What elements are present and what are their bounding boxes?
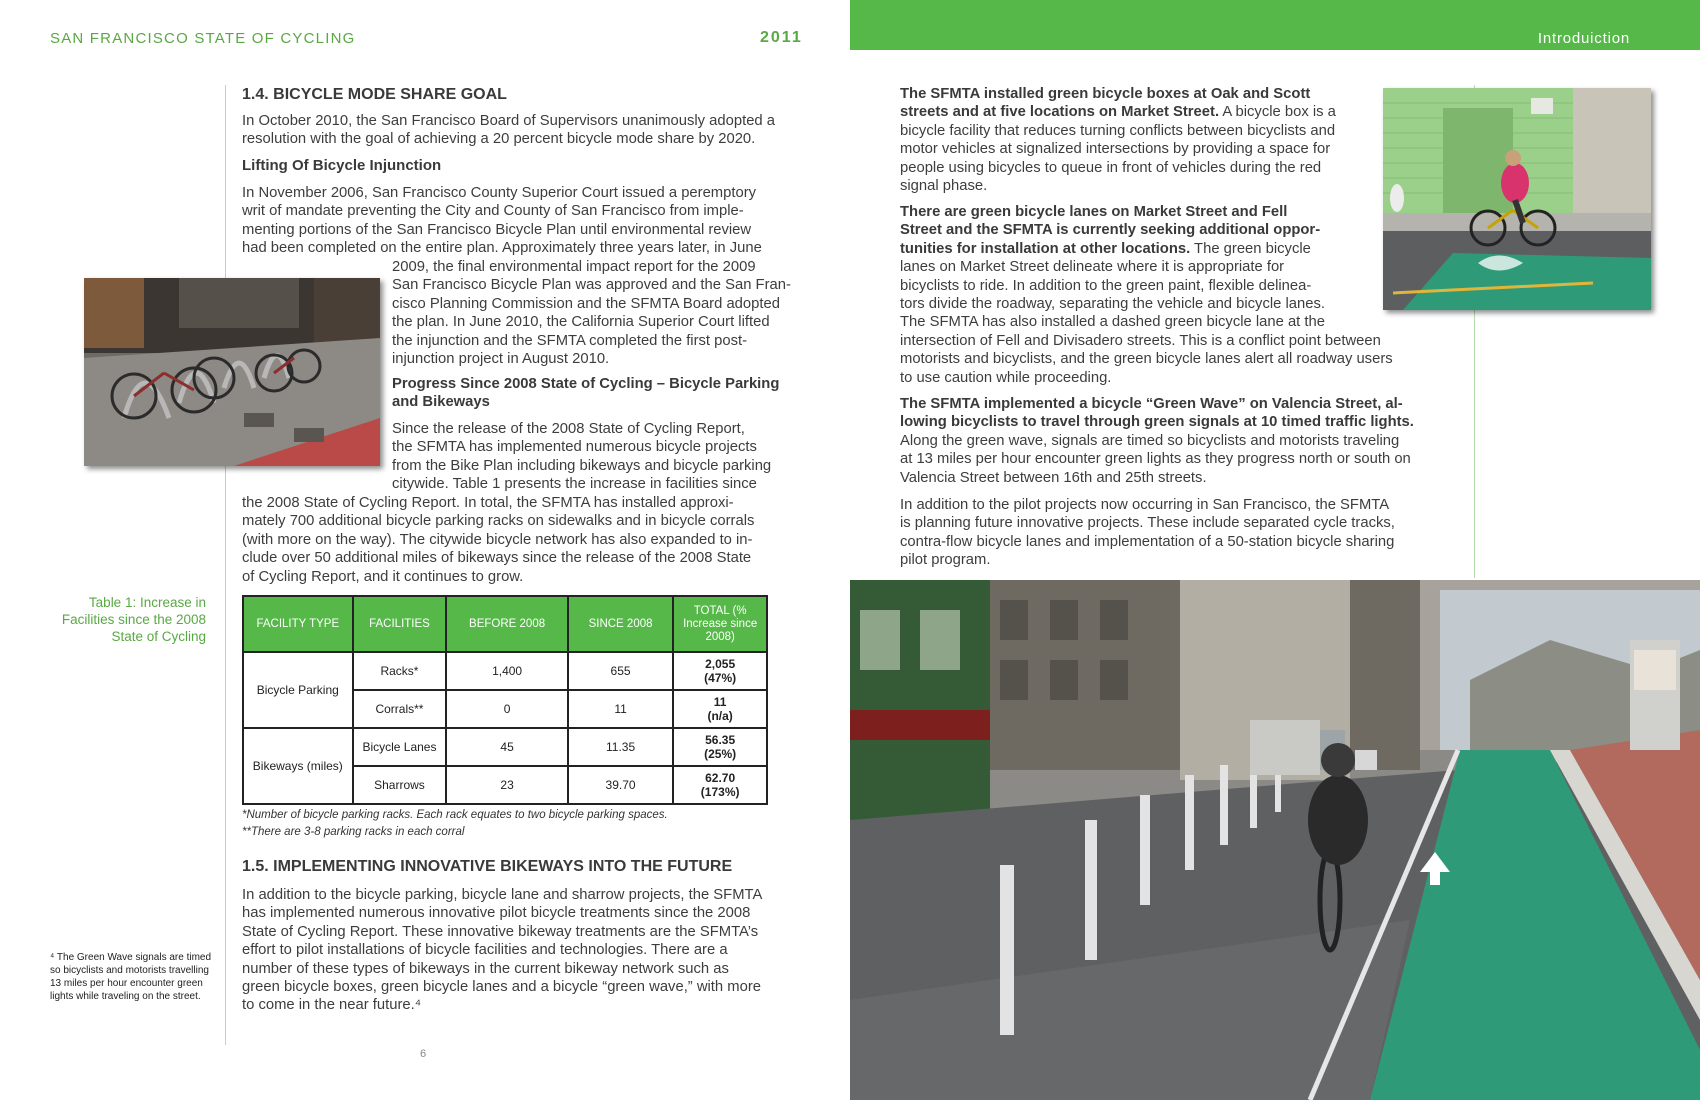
table-row xyxy=(243,652,767,690)
bike-box-photo xyxy=(1383,88,1651,310)
table-caption: Table 1: Increase in Facilities since the 2008 State of Cycling xyxy=(61,595,206,644)
table-cell-since: 39.70 xyxy=(568,766,673,804)
table-note-corrals: **There are 3-8 parking racks in each corral xyxy=(242,826,465,838)
paragraph-bicycle-boxes: The SFMTA installed green bicycle boxes at Oak and Scott streets and at five locations on Market Street. A bicycle box is a bicycle facility that reduces turning conflicts between bicyclists and motor vehicles at signalized intersections by providing a space for people using bicycles to queue in front of vehicles during the red signal phase. xyxy=(900,86,1336,195)
section-heading-1-5: 1.5. IMPLEMENTING INNOVATIVE BIKEWAYS INTO THE FUTURE xyxy=(242,858,733,875)
left-column-rule xyxy=(225,85,226,1045)
paragraph-injunction: In November 2006, San Francisco County Superior Court issued a peremptory writ of mandate preventing the City and County of San Francisco from imple- menting portions of the San Francisco Bicycle Plan until environmental review had been completed on the entire plan. Approximately three years later, in June xyxy=(242,185,762,257)
paragraph-mode-share: In October 2010, the San Francisco Board of Supervisors unanimously adopted a resolution with the goal of achieving a 20 percent bicycle mode share by 2020. xyxy=(242,113,775,148)
paragraph-green-lanes: There are green bicycle lanes on Market Street and Fell Street and the SFMTA is currently seeking additional oppor- tunities for installation at other locations. The green bicycle lanes on Market Street delineate where it is appropriate for bicyclists to ride. In addition to the green paint, flexible delinea- tors divide the roadway, separating the vehicle and bicycle lanes. The SFMTA has also installed a dashed green bicycle lane at the intersection of Fell and Divisadero streets. This is a conflict point between motorists and bicyclists, and the green bicycle lanes alert all roadway users to use caution while proceeding. xyxy=(900,204,1393,386)
green-lane-illustration xyxy=(850,580,1700,1100)
paragraph-innovative-bikeways: In addition to the bicycle parking, bicycle lane and sharrow projects, the SFMTA has implemented numerous innovative pilot bicycle treatments since the 2008 State of Cycling Report. These innovative bikeway treatments are the SFMTA’s effort to pilot installations of bicycle facilities and technologies. There are a number of these types of bikeways in the current bikeway network such as green bicycle boxes, green bicycle lanes and a bicycle “green wave,” with more to come in the near future.⁴ xyxy=(242,887,763,1014)
table-cell-total: 2,055 (47%) xyxy=(673,652,767,690)
column-header: BEFORE 2008 xyxy=(446,596,567,652)
table-note-racks: *Number of bicycle parking racks. Each rack equates to two bicycle parking spaces. xyxy=(242,809,668,821)
table-cell-since: 11 xyxy=(568,690,673,728)
paragraph-progress: Since the release of the 2008 State of Cycling Report, the SFMTA has implemented numerous bicycle projects from the Bike Plan including bikeways and bicycle parking citywide. Table 1 presents the increase in facilities since xyxy=(392,421,772,493)
table-cell-before: 23 xyxy=(446,766,567,804)
table-cell-facility: Corrals** xyxy=(353,690,447,728)
table-cell-facility: Bicycle Lanes xyxy=(353,728,447,766)
footnote-green-wave: ⁴ The Green Wave signals are timed so bicyclists and motorists travelling 13 miles per hour encounter green lights while traveling on the street. xyxy=(50,952,212,1002)
running-header-year: 2011 xyxy=(760,29,803,46)
paragraph-progress-continued: the 2008 State of Cycling Report. In total, the SFMTA has installed approxi- mately 700 additional bicycle parking racks on sidewalks and in bicycle corrals (with more on the way). The citywide bicycle network has also expanded to in- clude over 50 additional miles of bikeways since the release of the 2008 State of Cycling Report, and it continues to grow. xyxy=(242,495,755,585)
table-cell-type: Bikeways (miles) xyxy=(243,728,353,804)
table-header-row xyxy=(243,596,767,652)
paragraph-injunction-continued: 2009, the final environmental impact report for the 2009 San Francisco Bicycle Plan was approved and the San Fran- cisco Planning Commission and the SFMTA Board adopted the plan. In June 2010, the California Superior Court lifted the injunction and the SFMTA completed the first post- injunction project in August 2010. xyxy=(392,259,791,368)
table-cell-total: 56.35 (25%) xyxy=(673,728,767,766)
bike-box-illustration xyxy=(1383,88,1651,310)
table-cell-since: 11.35 xyxy=(568,728,673,766)
table-cell-total: 11 (n/a) xyxy=(673,690,767,728)
table-cell-type: Bicycle Parking xyxy=(243,652,353,728)
table-cell-before: 1,400 xyxy=(446,652,567,690)
facilities-table xyxy=(242,595,768,805)
green-lane-photo xyxy=(850,580,1700,1100)
subheading-progress: Progress Since 2008 State of Cycling – Bicycle Parking and Bikeways xyxy=(392,376,780,411)
section-header-label: Introduiction xyxy=(1537,30,1630,47)
subheading-injunction: Lifting Of Bicycle Injunction xyxy=(242,157,442,174)
table-cell-before: 45 xyxy=(446,728,567,766)
table-cell-before: 0 xyxy=(446,690,567,728)
running-header-title: SAN FRANCISCO STATE OF CYCLING xyxy=(50,30,356,47)
column-header: SINCE 2008 xyxy=(568,596,673,652)
section-heading-1-4: 1.4. BICYCLE MODE SHARE GOAL xyxy=(242,86,507,103)
table-row xyxy=(243,728,767,766)
column-header: FACILITY TYPE xyxy=(243,596,353,652)
table-cell-since: 655 xyxy=(568,652,673,690)
column-header: FACILITIES xyxy=(353,596,447,652)
table-cell-total: 62.70 (173%) xyxy=(673,766,767,804)
paragraph-future-projects: In addition to the pilot projects now occurring in San Francisco, the SFMTA is planning future innovative projects. These include separated cycle tracks, contra-flow bicycle lanes and implementation of a 50-station bicycle sharing pilot program. xyxy=(900,497,1395,569)
paragraph-green-wave: The SFMTA implemented a bicycle “Green Wave” on Valencia Street, al- lowing bicyclists to travel through green signals at 10 timed traffic lights. Along the green wave, signals are timed so bicyclists and motorists traveling at 13 miles per hour encounter green lights as they progress north or south on Valencia Street between 16th and 25th streets. xyxy=(900,396,1414,486)
page-number: 6 xyxy=(420,1048,427,1060)
table-cell-facility: Racks* xyxy=(353,652,447,690)
bike-rack-photo xyxy=(84,278,380,466)
bike-rack-illustration xyxy=(84,278,380,466)
table-cell-facility: Sharrows xyxy=(353,766,447,804)
column-header: TOTAL (% Increase since 2008) xyxy=(673,596,767,652)
